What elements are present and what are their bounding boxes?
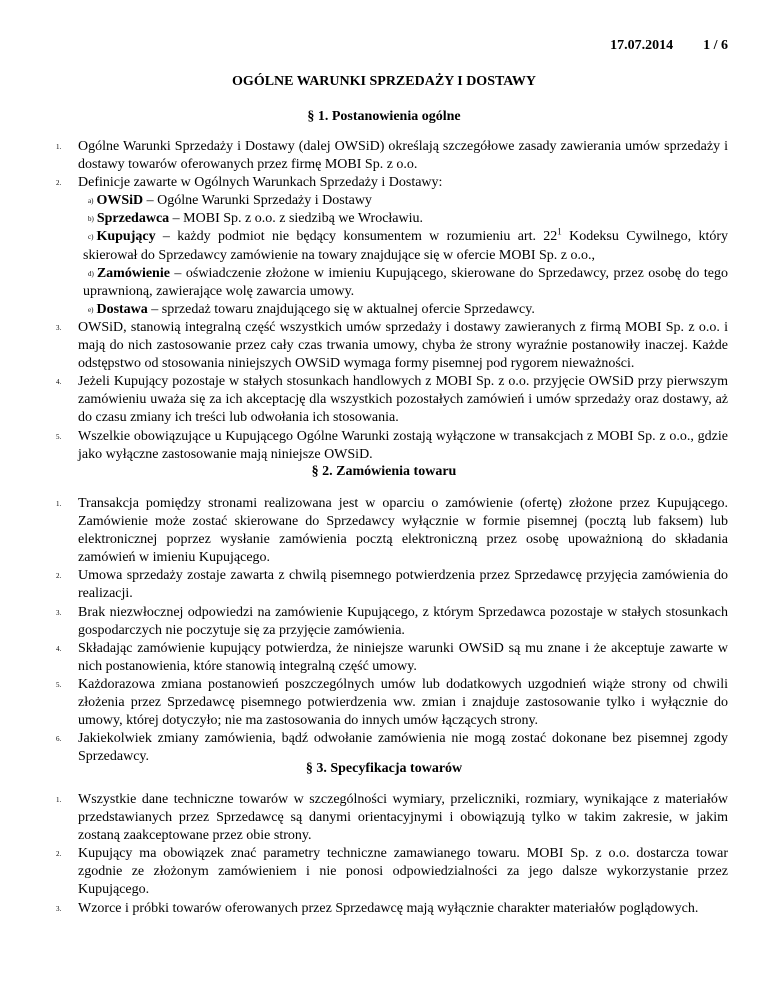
list-item — [56, 604, 728, 640]
item-text: Wszystkie dane techniczne towarów w szczególności wymiary, przeliczniki, rozmiary, wynikające z materiałów przedstawianych przez Sprzedawcę są danymi orientacyjnymi i obowiązują tylko w takim zakresie, w jakim zostaną zaakceptowane przez obie strony. — [78, 792, 728, 844]
section-3-body — [56, 791, 728, 918]
item-number: 2. — [56, 179, 62, 188]
definition-sprzedawca: b) Sprzedawca – MOBI Sp. z o.o. z siedzibą we Wrocławiu. — [88, 211, 424, 227]
item-text: Wszelkie obowiązujące u Kupującego Ogólne Warunki zostają wyłączone w transakcjach z MOBI Sp. z o.o., gdzie jako wyłączne zastosowanie mają niniejsze OWSiD. — [78, 428, 728, 462]
page-number: 1 / 6 — [703, 38, 728, 53]
document-date: 17.07.2014 — [610, 38, 674, 53]
item-number: 3. — [56, 323, 62, 332]
item-text: Jakiekolwiek zmiany zamówienia, bądź odwołanie zamówienia nie mogą zostać dokonane bez pisemnej zgody Sprzedawcy. — [78, 731, 728, 765]
item-number: 5. — [56, 680, 62, 689]
item-number: 4. — [56, 644, 62, 653]
list-item — [56, 428, 728, 464]
list-item — [56, 676, 728, 730]
item-text: Składając zamówienie kupujący potwierdza, że niniejsze warunki OWSiD są mu znane i że akceptuje zawarte w nich postanowienia, które stanowią integralną część umowy. — [78, 640, 728, 674]
item-text: Brak niezwłocznej odpowiedzi na zamówienie Kupującego, z którym Sprzedawca pozostaje w stałych stosunkach gospodarczych nie poczytuje się za przyjęcie zamówienia. — [78, 604, 728, 638]
item-text: Transakcja pomiędzy stronami realizowana jest w oparciu o zamówienie (ofertę) złożone przez Kupującego. Zamówienie może zostać skierowane do Sprzedawcy wyłącznie w formie pisemnej (pocztą lub faksem) lub elektronicznej poprzez wysłanie zamówienia pocztą elektroniczną przez osobę upoważnioną do składania zamówień w imieniu Kupującego. — [78, 496, 728, 566]
item-number: 2. — [56, 572, 62, 581]
list-item — [56, 373, 728, 427]
item-text: Wzorce i próbki towarów oferowanych przez Sprzedawcę mają wyłącznie charakter materiałów poglądowych. — [78, 900, 699, 916]
document-title: OGÓLNE WARUNKI SPRZEDAŻY I DOSTAWY — [232, 74, 536, 89]
list-item — [56, 640, 728, 676]
item-text: Ogólne Warunki Sprzedaży i Dostawy (dalej OWSiD) określają szczegółowe zasady zawierania umów sprzedaży i dostawy towarów oferowanych przez firmę MOBI Sp. z o.o. — [78, 139, 728, 173]
definition-dostawa: e) Dostawa – sprzedaż towaru znajdującego się w aktualnej ofercie Sprzedawcy. — [88, 301, 535, 317]
definition-owsid: a) OWSiD – Ogólne Warunki Sprzedaży i Dostawy — [88, 193, 372, 209]
item-text: Umowa sprzedaży zostaje zawarta z chwilą pisemnego potwierdzenia przez Sprzedawcę przyjęcia zamówienia do realizacji. — [78, 568, 728, 602]
section-2-heading: § 2. Zamówienia towaru — [311, 464, 457, 479]
section-1-body — [56, 138, 728, 464]
list-item — [56, 791, 728, 845]
list-item — [56, 845, 728, 899]
list-item — [56, 495, 728, 567]
item-text: Jeżeli Kupujący pozostaje w stałych stosunkach handlowych z MOBI Sp. z o.o. przyjęcie OWSiD przy pierwszym zamówieniu uważa się za ich akceptację dla wszystkich pozostałych zamówień i umów sprzedaży oraz dostawy, aż do czasu zmiany ich treści lub odwołania ich stosowania. — [78, 374, 728, 426]
item-text: OWSiD, stanowią integralną część wszystkich umów sprzedaży i dostawy zawieranych z firmą MOBI Sp. z o.o. i mają do nich zastosowanie przez cały czas trwania umowy, chyba że strony wyraźnie postanowiły inaczej. Każde odstępstwo od stosowania niniejszych OWSiD wymaga formy pisemnej pod rygorem nieważności. — [78, 319, 728, 372]
item-number: 1. — [56, 143, 62, 151]
item-number: 1. — [56, 796, 62, 804]
item-number: 1. — [56, 500, 62, 508]
definition-kupujacy: c) Kupujący – każdy podmiot nie będący konsumentem w rozumieniu art. $22^1$ Kodeksu Cywilnego, który skierował do Sprzedawcy zamówienie na towary znajdujące się w ofercie MOBI Sp. z o.o., — [83, 226, 728, 263]
item-number: 4. — [56, 378, 62, 387]
item-text: Każdorazowa zmiana postanowień poszczególnych umów lub dodatkowych uzgodnień wiąże strony od chwili złożenia przez Sprzedawcę pisemnego potwierdzenia ww. zmian i znajduje zastosowanie tylko i wyłącznie do umowy, której dotyczyło; nie ma zastosowania do innych umów łączących strony. — [78, 676, 728, 729]
item-number: 3. — [56, 904, 62, 913]
item-text: Kupujący ma obowiązek znać parametry techniczne zamawianego towaru. MOBI Sp. z o.o. dostarcza towar zgodnie ze złożonym zamówieniem i nie ponosi odpowiedzialności za jego dalsze wykorzystanie przez Kupującego. — [78, 846, 728, 898]
list-item — [56, 319, 728, 373]
item-number: 3. — [56, 608, 62, 617]
section-2-body — [56, 495, 728, 766]
item-number: 6. — [56, 735, 62, 744]
list-item — [56, 900, 728, 918]
list-item — [56, 567, 728, 603]
list-item — [56, 174, 728, 192]
page-header — [610, 38, 728, 54]
definition-zamowienie: d) Zamówienie – oświadczenie złożone w imieniu Kupującego, skierowane do Sprzedawcy, przez osobę do tego uprawnioną, zawierające wolę zawarcia umowy. — [83, 265, 728, 299]
item-text: Definicje zawarte w Ogólnych Warunkach Sprzedaży i Dostawy: — [78, 175, 443, 191]
list-item — [56, 138, 728, 174]
item-number: 5. — [56, 432, 62, 441]
item-number: 2. — [56, 850, 62, 859]
section-3-heading: § 3. Specyfikacja towarów — [305, 761, 463, 776]
section-1-heading: § 1. Postanowienia ogólne — [307, 109, 461, 124]
